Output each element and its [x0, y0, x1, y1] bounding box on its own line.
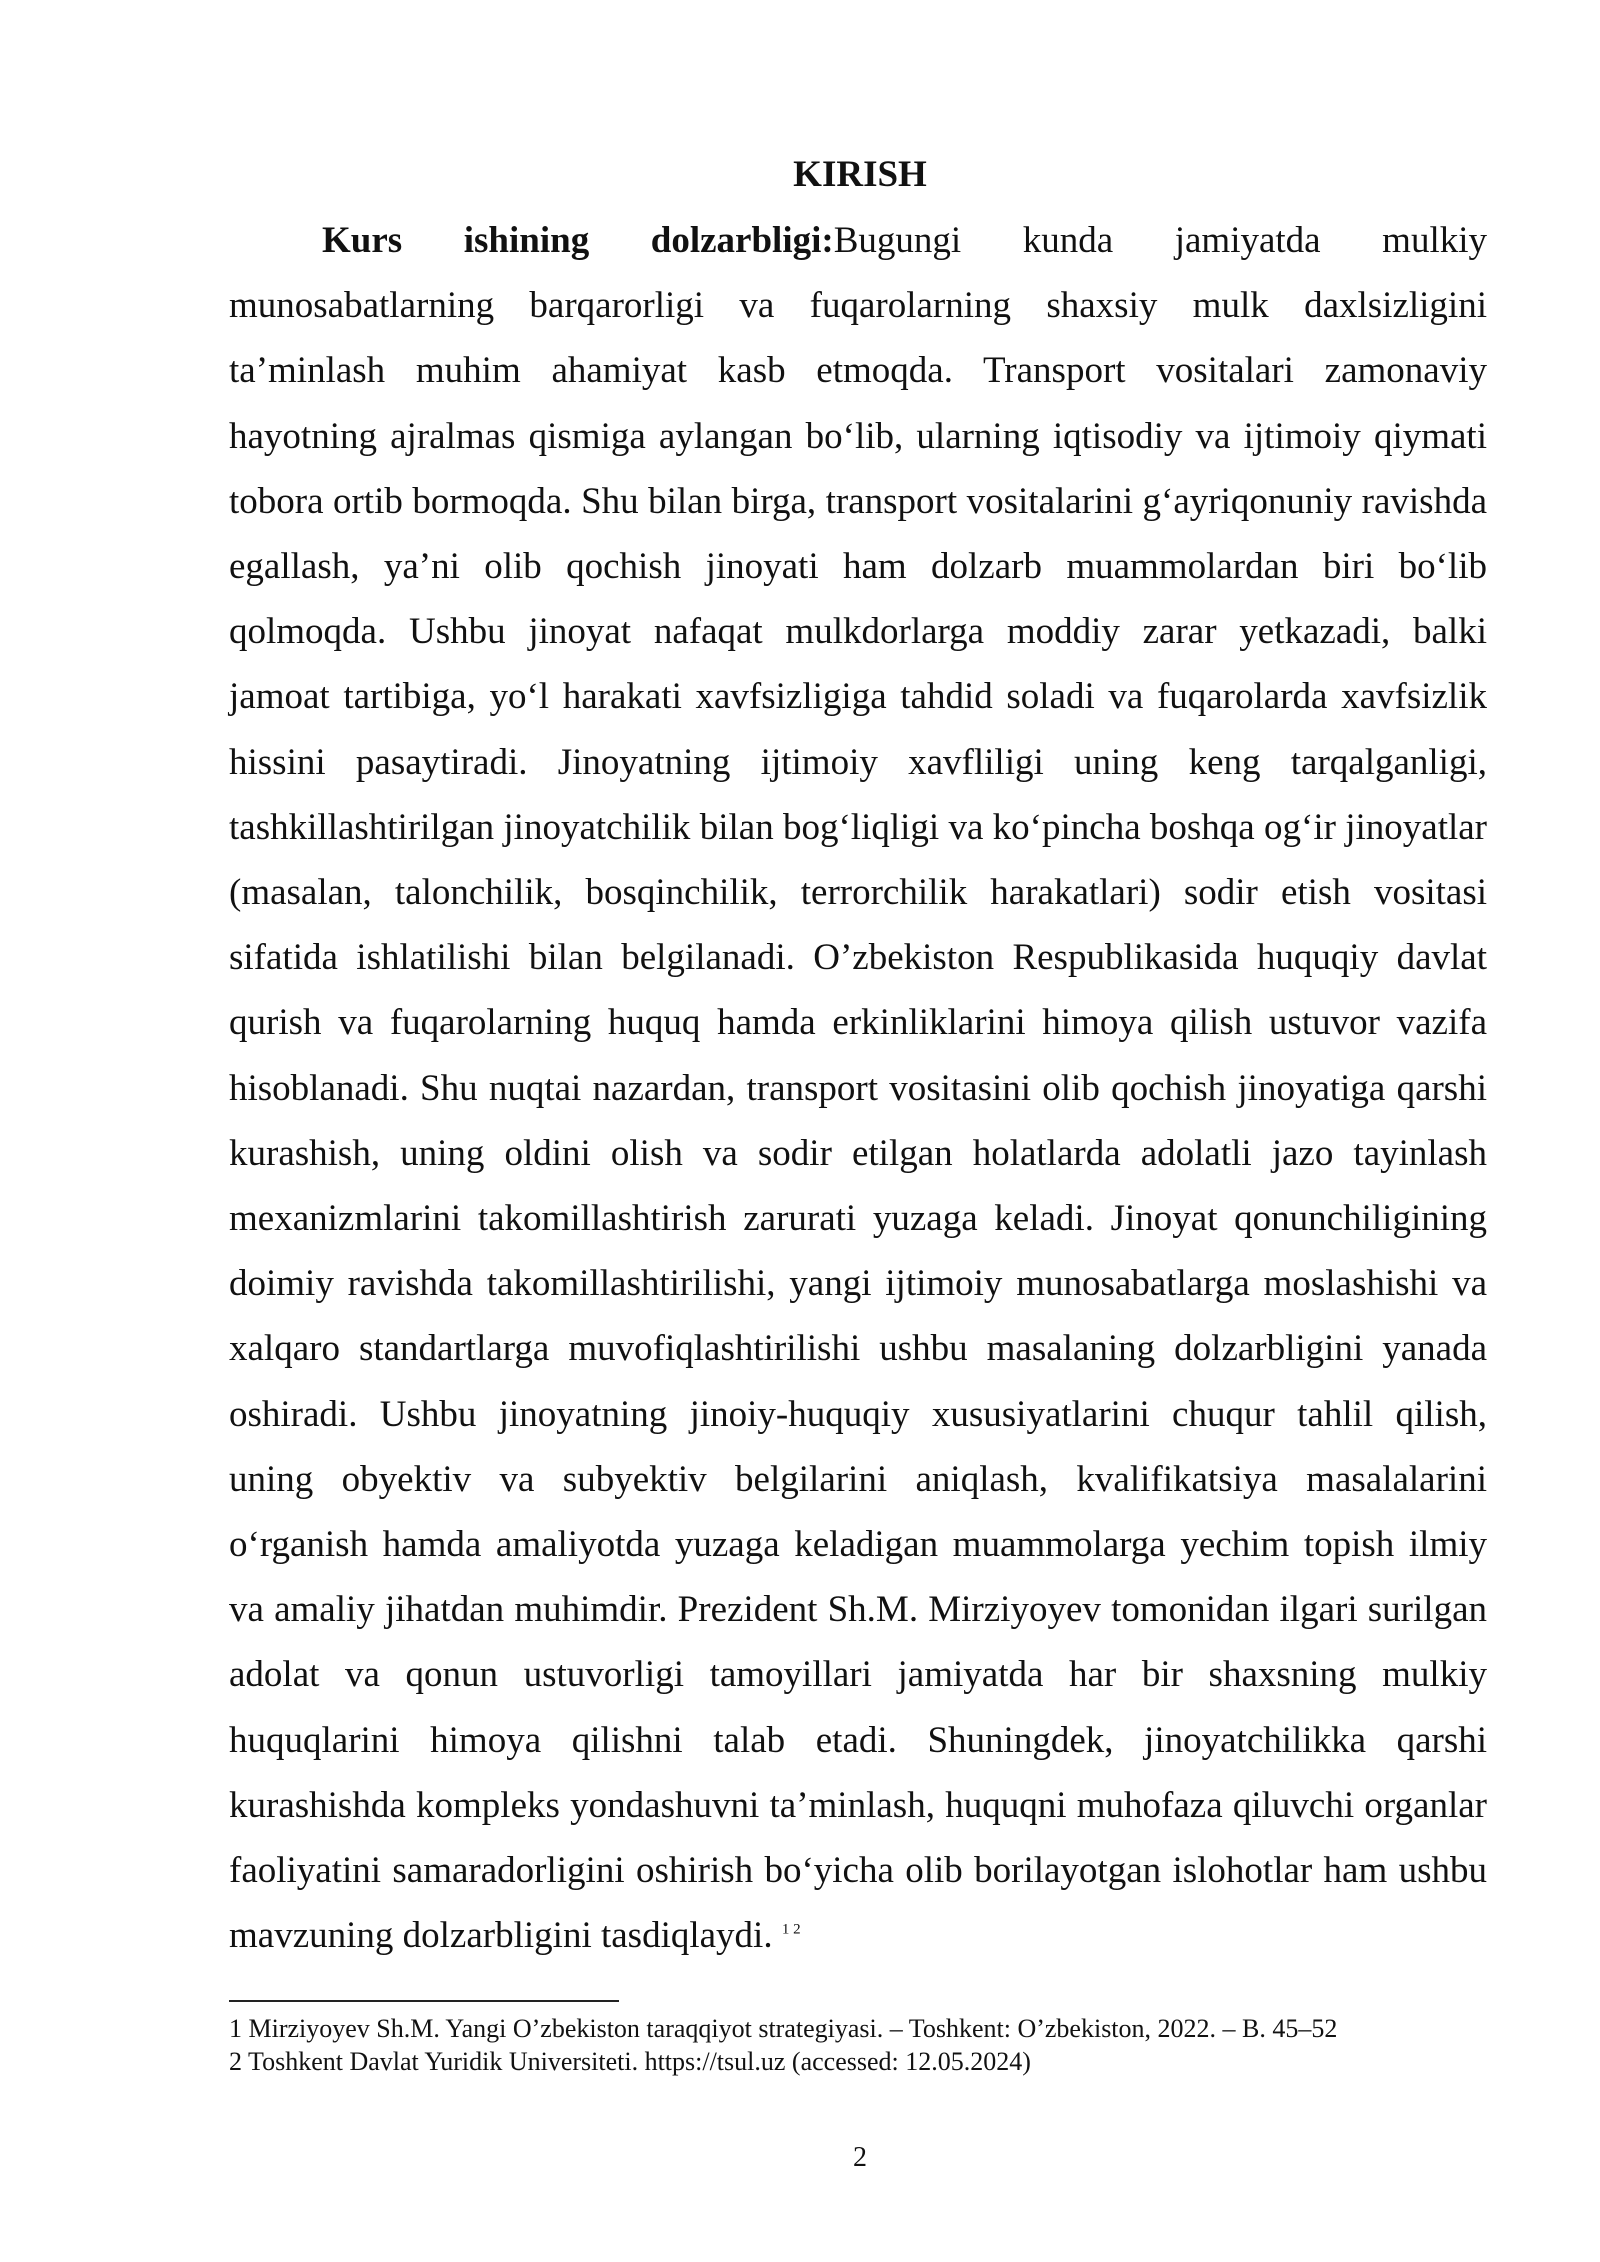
- footnotes: [229, 2012, 1487, 2078]
- page-number: 2: [853, 2142, 867, 2173]
- section-heading: KIRISH: [793, 154, 927, 195]
- paragraph-lead: Kurs ishining dolzarbligi:: [322, 220, 834, 261]
- body-paragraph: [229, 208, 1487, 1968]
- footnote-separator: [229, 2000, 619, 2002]
- paragraph-text: Bugungi kunda jamiyatda mulkiy munosabatlarning barqarorligi va fuqarolarning shaxsiy mulk daxlsizligini ta’minlash muhim ahamiyat kasb etmoqda. Transport vositalari zamonaviy hayotning ajralmas qismiga aylangan bo‘lib, ularning iqtisodiy va ijtimoiy qiymati tobora ortib bormoqda. Shu bilan birga, transport vositalarini g‘ayriqonuniy ravishda egallash, ya’ni olib qochish jinoyati ham dolzarb muammolardan biri bo‘lib qolmoqda. Ushbu jinoyat nafaqat mulkdorlarga moddiy zarar yetkazadi, balki jamoat tartibiga, yo‘l harakati xavfsizligiga tahdid soladi va fuqarolarda xavfsizlik hissini pasaytiradi. Jinoyatning ijtimoiy xavfliligi uning keng tarqalganligi, tashkillashtirilgan jinoyatchilik bilan bog‘liqligi va ko‘pincha boshqa og‘ir jinoyatlar (masalan, talonchilik, bosqinchilik, terrorchilik harakatlari) sodir etish vositasi sifatida ishlatilishi bilan belgilanadi. O’zbekiston Respublikasida huquqiy davlat qurish va fuqarolarning huquq hamda erkinliklarini himoya qilish ustuvor vazifa hisoblanadi. Shu nuqtai nazardan, transport vositasini olib qochish jinoyatiga qarshi kurashish, uning oldini olish va sodir etilgan holatlarda adolatli jazo tayinlash mexanizmlarini takomillashtirish zarurati yuzaga keladi. Jinoyat qonunchiligining doimiy ravishda takomillashtirilishi, yangi ijtimoiy munosabatlarga moslashishi va xalqaro standartlarga muvofiqlashtirilishi ushbu masalaning dolzarbligini yanada oshiradi. Ushbu jinoyatning jinoiy-huquqiy xususiyatlarini chuqur tahlil qilish, uning obyektiv va subyektiv belgilarini aniqlash, kvalifikatsiya masalalarini o‘rganish hamda amaliyotda yuzaga keladigan muammolarga yechim topish ilmiy va amaliy jihatdan muhimdir. Prezident Sh.M. Mirziyoyev tomonidan ilgari surilgan adolat va qonun ustuvorligi tamoyillari jamiyatda har bir shaxsning mulkiy huquqlarini himoya qilishni talab etadi. Shuningdek, jinoyatchilikka qarshi kurashishda kompleks yondashuvni ta’minlash, huquqni muhofaza qiluvchi organlar faoliyatini samaradorligini oshirish bo‘yicha olib borilayotgan islohotlar ham ushbu mavzuning dolzarbligini tasdiqlaydi.: [229, 220, 1488, 1957]
- footnote-1: 1 Mirziyoyev Sh.M. Yangi O’zbekiston taraqqiyot strategiyasi. – Toshkent: O’zbekiston, 2022. – B. 45–52: [229, 2014, 1338, 2043]
- footnote-references: 1 2: [781, 1921, 801, 1938]
- footnote-2: 2 Toshkent Davlat Yuridik Universiteti. https://tsul.uz (accessed: 12.05.2024): [229, 2047, 1031, 2076]
